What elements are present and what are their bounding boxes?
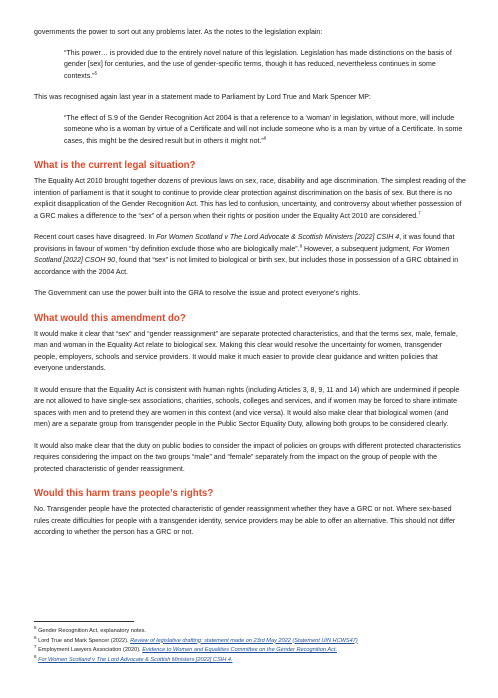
footnote-ref[interactable]: 8	[299, 243, 303, 249]
paragraph: No. Transgender people have the protected characteristic of gender reassignment whether they have a GRC or not. Where sex-based rules create difficulties for people with a transgender identity, service providers may be able to offer an alternative. This should not differ according to whether the person has a GRC or not.	[34, 506, 456, 536]
footnote	[34, 627, 466, 637]
footnote-text: Lord True and Mark Spencer (2022).	[38, 637, 131, 644]
section-heading-trans-rights: Would this harm trans people’s rights?	[34, 488, 214, 499]
section-heading-amendment: What would this amendment do?	[34, 312, 186, 324]
paragraph	[34, 232, 466, 278]
block-quote	[34, 113, 466, 148]
paragraph: The Government can use the power built into the GRA to resolve the issue and protect everyone’s rights.	[34, 290, 361, 297]
footnote-number: 5	[34, 625, 37, 631]
quote-text: “The effect of S.9 of the Gender Recognition Act 2004 is that a reference to a ‘woman’ in legislation, without more, will include someone who is a woman by virtue of a Certificate and will not include someone who is a man by virtue of a Certificate. In some cases, this might be the desired result but in others it might not.”	[64, 114, 463, 145]
block-quote	[34, 48, 466, 83]
paragraph: governments the power to sort out any problems later. As the notes to the legislation explain:	[34, 29, 323, 36]
footnote-ref[interactable]: 6	[263, 135, 267, 141]
footnote-link[interactable]: Evidence to Women and Equalities Committee on the Gender Recognition Act.	[142, 647, 337, 654]
footnote-ref[interactable]: 7	[418, 210, 421, 216]
footnote-number: 7	[34, 644, 37, 650]
paragraph-text: The Equality Act 2010 brought together dozens of previous laws on sex, race, disability and age discrimination. The simplest reading of the intention of parliament is that it sought to continue to provide clear protection against discrimination on the basis of sex. But there is no explicit disapplication of the Gender Recognition Act. This has led to confusion, uncertainty, and controversy about whether possession of a GRC makes a difference to the “sex” of a person when their rights or position under the Equality Act 2010 are considered.	[34, 178, 466, 220]
footnotes	[34, 621, 466, 665]
paragraph: It would also make clear that the duty on public bodies to consider the impact of policies on groups with different protected characteristics requires considering the impact on the two groups “male” and “female” separately from the impact on the group of people with the protected characteristic of gender reassignment.	[34, 442, 461, 473]
footnote-number: 6	[34, 634, 37, 640]
quote-text: “This power… is provided due to the entirely novel nature of this legislation. Legislation has made distinctions on the basis of gender [sex] for centuries, and the use of gender-specific terms, though it has reduced, nevertheless continues in some contexts.”	[64, 49, 452, 80]
paragraph-text: However, a subsequent judgment,	[302, 245, 413, 253]
body-column	[34, 27, 466, 539]
footnote-link[interactable]: Review of legislative drafting: statement made on 23rd May 2022 (Statement UIN HCWS47)	[130, 637, 358, 644]
paragraph: This was recognised again last year in a statement made to Parliament by Lord True and Mark Spencer MP:	[34, 94, 371, 101]
footnote-divider	[34, 621, 134, 622]
footnote	[34, 646, 466, 656]
footnote-text: Employment Lawyers Association (2020).	[38, 647, 143, 654]
paragraph: It would make it clear that “sex” and “gender reassignment” are separate protected characteristics, and that the terms sex, male, female, man and woman in the Equality Act relate to biological sex. Making this clear would resolve the uncertainty for women, transgender people, employers, schools and service providers. It would make it much easier to provide clear guidance and written policies that everyone understands.	[34, 330, 458, 372]
section-heading-legal-situation: What is the current legal situation?	[34, 160, 196, 171]
paragraph	[34, 176, 466, 222]
footnote-number: 8	[34, 653, 37, 659]
case-citation: For Women Scotland [2022] CSOH 90	[34, 245, 450, 264]
footnote	[34, 653, 466, 666]
paragraph-text: , it was found that provisions in favour of women “by definition exclude those who are biologically male”.	[34, 234, 455, 253]
paragraph-text: Recent court cases have disagreed. In	[34, 234, 157, 241]
paragraph: It would ensure that the Equality Act is consistent with human rights (including Articles 3, 8, 9, 11 and 14) which are undermined if people are not allowed to have single-sex associations, charities, schools, colleges and services, and if women may be forced to share intimate spaces with men and to pretend they are women in this context (and vice versa). It would also make clear that biological women (and men) are a separate group from transgender people in the Public Sector Equality Duty, allowing both groups to be considered clearly.	[34, 386, 460, 428]
footnote-link[interactable]: For Women Scotland v The Lord Advocate & Scottish Ministers [2022] CSIH 4.	[38, 656, 233, 663]
footnote-ref[interactable]: 5	[94, 70, 98, 76]
footnote	[34, 634, 466, 650]
footnote-text: Gender Recognition Act, explanatory notes.	[38, 628, 146, 634]
case-citation: For Women Scotland v The Lord Advocate & Scottish Ministers [2022] CSIH 4	[156, 234, 400, 241]
paragraph-text: , found that “sex” is not limited to biological or birth sex, but includes those in possession of a GRC obtained in accordance with the 2004 Act.	[34, 257, 459, 276]
